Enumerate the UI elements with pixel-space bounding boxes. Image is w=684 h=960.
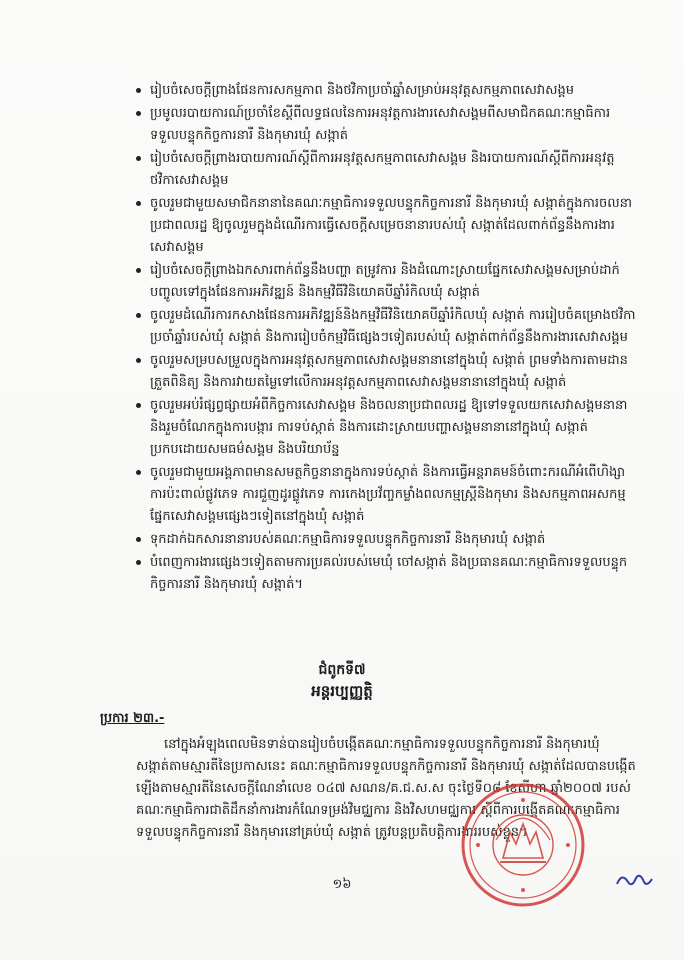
list-item: រៀបចំសេចក្ដីព្រាងឯកសារពាក់ព័ន្ធនឹងបញ្ហា តម្រូវការ និងដំណោះស្រាយផ្នែកសេវាសង្គមសម្រាប់ដាក់បញ្ចូលទៅក្នុងផែនការអភិវឌ្ឍន៍ និងកម្មវិធីវិនិយោគបីឆ្នាំរំកិលឃុំ សង្កាត់ — [136, 260, 636, 304]
article-paragraph: នៅក្នុងអំឡុងពេលមិនទាន់បានរៀបចំបង្កើតគណៈកម្មាធិការទទួលបន្ទុកកិច្ចការនារី និងកុមារឃុំ សង្កាត់តាមស្មារតីនៃប្រកាសនេះ គណៈកម្មាធិការទទួលបន្ទុកកិច្ចការនារី និងកុមារឃុំ សង្កាត់ដែលបានបង្កើតឡើងតាមស្មារតីនៃសេចក្ដីណែនាំលេខ ០៤៧ សណន/គ.ជ.ស.ស ចុះថ្ងៃទី០៨ ខែសីហា ឆ្នាំ២០០៧ របស់គណៈកម្មាធិការជាតិដឹកនាំការងារកំណែទម្រង់វិមជ្ឈការ និងវិសហមជ្ឈការ ស្ដីពីការបង្កើតគណៈកម្មាធិការទទួលបន្ទុកកិច្ចការនារី និងកុមារនៅគ្រប់ឃុំ សង្កាត់ ត្រូវបន្តប្រតិបត្តិការងាររបស់ខ្លួន។ — [136, 737, 636, 840]
chapter-number: ជំពូកទី៧ — [318, 662, 366, 678]
list-item: ចូលរួមជាមួយអង្គភាពមានសមត្ថកិច្ចនានាក្នុងការទប់ស្កាត់ និងការធ្វើអន្តរាគមន៍ចំពោះករណីអំពើហិង្សា ការប៉ះពាល់ផ្លូវភេទ ការជួញដូរផ្លូវភេទ ការកេងប្រវ័ញ្ចកម្លាំងពលកម្មស្ត្រីនិងកុមារ និងសកម្មភាពអសកម្មផ្នែកសេវាសង្គមផ្សេងៗទៀតនៅក្នុងឃុំ សង្កាត់ — [136, 462, 636, 528]
list-item: បំពេញការងារផ្សេងៗទៀតតាមការប្រគល់របស់មេឃុំ ចៅសង្កាត់ និងប្រធានគណៈកម្មាធិការទទួលបន្ទុកកិច្ចការនារី និងកុមារឃុំ សង្កាត់។ — [136, 552, 636, 596]
page-number: ១៦ — [332, 877, 352, 892]
list-item: ចូលរួមសម្របសម្រួលក្នុងការអនុវត្តសកម្មភាពសេវាសង្គមនានានៅក្នុងឃុំ សង្កាត់ ព្រមទាំងការតាមដានត្រួតពិនិត្យ និងការវាយតម្លៃទៅលើការអនុវត្តសកម្មភាពសេវាសង្គមនានានៅក្នុងឃុំ សង្កាត់ — [136, 350, 636, 394]
article-label: ប្រការ ២៣.- — [100, 711, 165, 726]
list-item: ចូលរួមអប់រំផ្សព្វផ្សាយអំពីកិច្ចការសេវាសង្គម និងចលនាប្រជាពលរដ្ឋ ឱ្យទៅទទួលយកសេវាសង្គមនានា និងរួមចំណែកក្នុងការបង្ការ ការទប់ស្កាត់ និងការដោះស្រាយបញ្ហាសង្គមនានានៅក្នុងឃុំ សង្កាត់ ប្រកបដោយសមធម៌សង្គម និងបរិយាប័ន្ន — [136, 395, 636, 461]
list-item: រៀបចំសេចក្ដីព្រាងរបាយការណ៍ស្ដីពីការអនុវត្តសកម្មភាពសេវាសង្គម និងរបាយការណ៍ស្ដីពីការអនុវត្តថវិកាសេវាសង្គម — [136, 148, 636, 192]
official-seal-icon — [458, 780, 588, 910]
chapter-title: អន្តរប្បញ្ញត្តិ — [311, 682, 373, 700]
list-item: ចូលរួមជាមួយសមាជិកនានានៃគណៈកម្មាធិការទទួលបន្ទុកកិច្ចការនារី និងកុមារឃុំ សង្កាត់ក្នុងការចលនាប្រជាពលរដ្ឋ ឱ្យចូលរួមក្នុងដំណើរការធ្វើសេចក្ដីសម្រេចនានារបស់ឃុំ សង្កាត់ដែលពាក់ព័ន្ធនឹងការងារសេវាសង្គម — [136, 193, 636, 259]
list-item: ចូលរួមដំណើរការកសាងផែនការអភិវឌ្ឍន៍និងកម្មវិធីវិនិយោគបីឆ្នាំរំកិលឃុំ សង្កាត់ ការរៀបចំគម្រោងថវិកាប្រចាំឆ្នាំរបស់ឃុំ សង្កាត់ និងការរៀបចំកម្មវិធីផ្សេងៗទៀតរបស់ឃុំ សង្កាត់ពាក់ព័ន្ធនឹងការងារសេវាសង្គម — [136, 305, 636, 349]
list-item: រៀបចំសេចក្ដីព្រាងផែនការសកម្មភាព និងថវិកាប្រចាំឆ្នាំសម្រាប់អនុវត្តសកម្មភាពសេវាសង្គម — [136, 80, 636, 102]
duties-list — [136, 80, 636, 597]
signature-initial-icon — [614, 870, 656, 890]
list-item: ទុកដាក់ឯកសារនានារបស់គណៈកម្មាធិការទទួលបន្ទុកកិច្ចការនារី និងកុមារឃុំ សង្កាត់ — [136, 529, 636, 551]
list-item: ប្រមូលរបាយការណ៍ប្រចាំខែស្ដីពីលទ្ធផលនៃការអនុវត្តការងារសេវាសង្គមពីសមាជិកគណៈកម្មាធិការទទួលបន្ទុកកិច្ចការនារី និងកុមារឃុំ សង្កាត់ — [136, 103, 636, 147]
